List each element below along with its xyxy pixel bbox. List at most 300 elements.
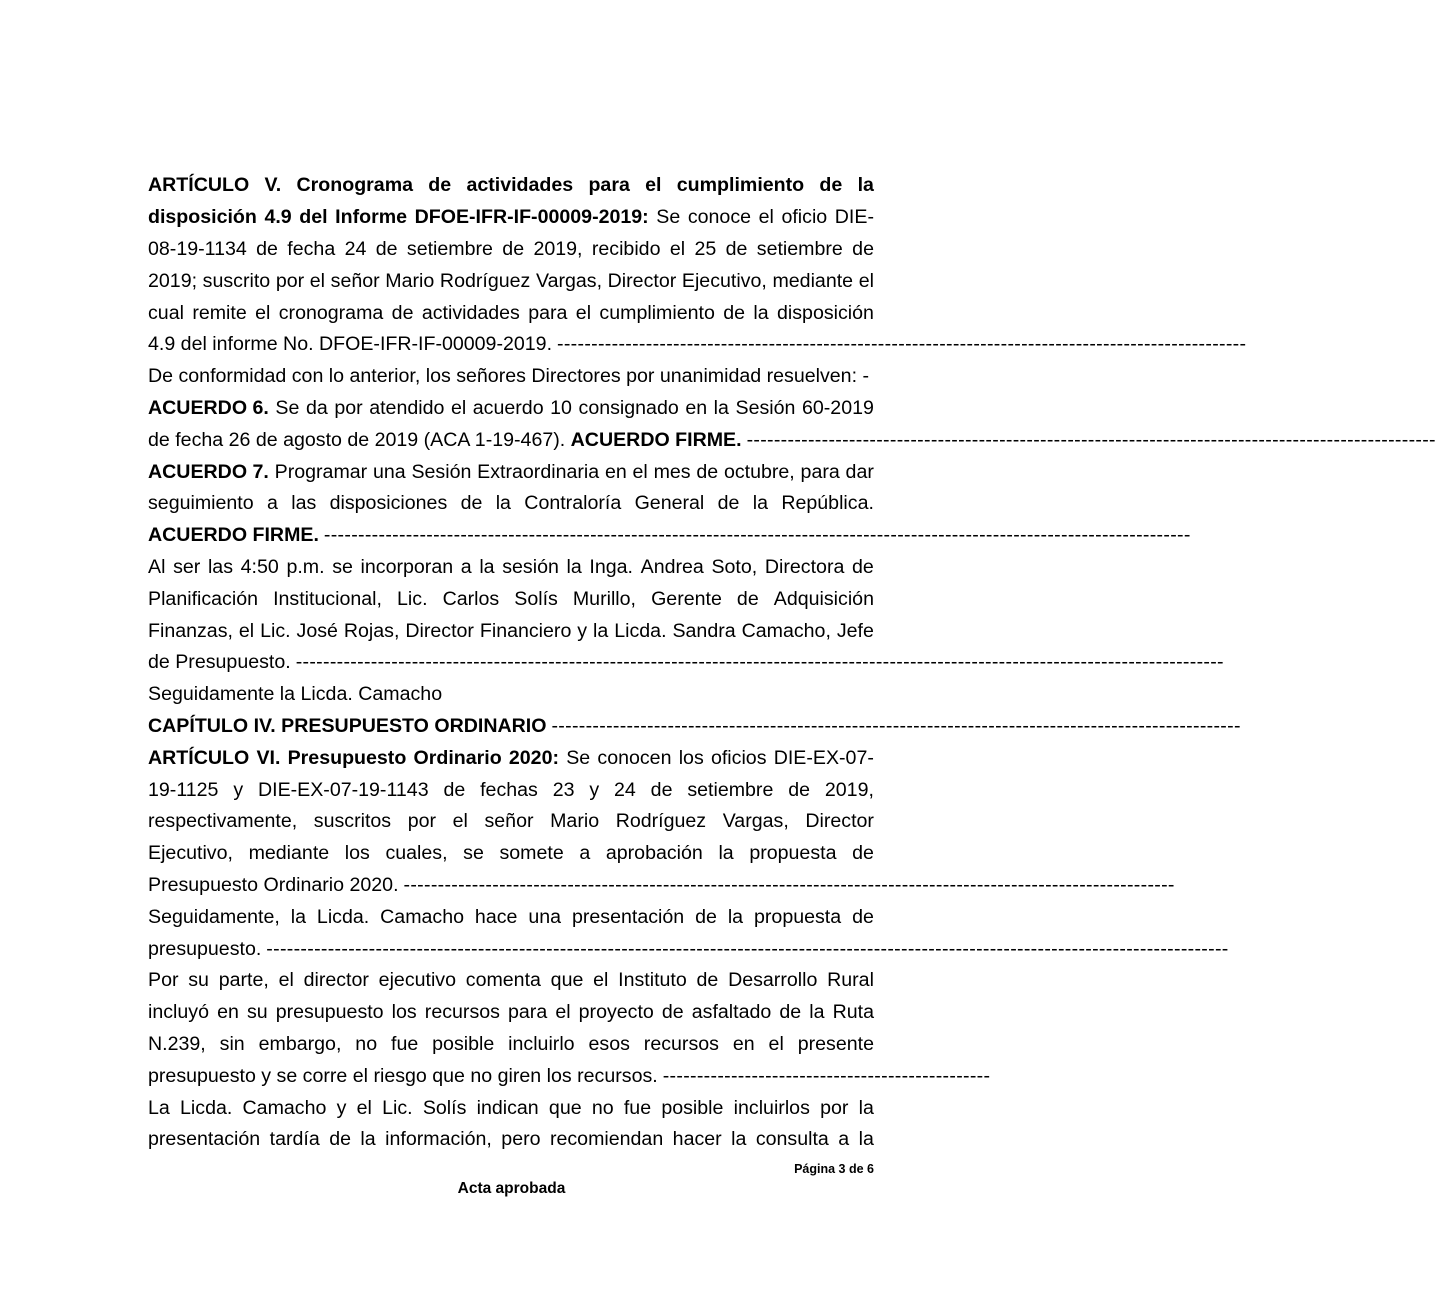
text-run: da — [305, 396, 328, 419]
text-run: 08-19-1134 — [148, 237, 247, 260]
text-line — [148, 806, 874, 838]
bold-text: CAPÍTULO IV. PRESUPUESTO ORDINARIO — [148, 714, 547, 737]
text-run: embargo, — [258, 1032, 342, 1055]
text-run: el — [758, 206, 774, 229]
text-run: de — [443, 778, 466, 801]
text-run: proyecto — [578, 1001, 654, 1024]
text-run: General — [634, 492, 705, 515]
text-run: de — [391, 301, 414, 324]
text-run: Instituto — [618, 969, 687, 992]
text-line — [148, 679, 874, 711]
text-line — [148, 424, 1436, 456]
text-run: incluirlos — [733, 1096, 810, 1119]
line-text — [148, 524, 319, 547]
text-run: aprobación — [605, 842, 703, 865]
text-line — [148, 933, 1229, 965]
text-run: señor — [330, 269, 380, 292]
text-run: Vargas, — [535, 269, 603, 292]
text-run: el — [309, 269, 326, 292]
text-run: cuales, — [385, 842, 448, 865]
page-number: Página 3 de 6 — [794, 1162, 874, 1176]
text-run: en — [604, 460, 627, 483]
text-run: de — [736, 587, 759, 610]
text-run: parte, — [218, 969, 269, 992]
text-run: para — [800, 460, 840, 483]
text-run: somete — [499, 842, 564, 865]
text-run: el — [450, 396, 467, 419]
text-run: República. — [781, 492, 874, 515]
text-run: Se — [275, 396, 300, 419]
text-run: por — [820, 1096, 849, 1119]
bold-text: ACUERDO FIRME. — [148, 524, 319, 547]
text-run: presupuesto y se corre el riesgo que no giren los recursos. — [148, 1064, 658, 1087]
bold-text: Ordinario — [413, 746, 502, 769]
text-run: el — [278, 969, 294, 992]
dash-filler: ----------------------------------------------------------------------------------------------------- — [551, 714, 1241, 737]
text-run: Finanzas, — [148, 619, 233, 642]
text-run: Jefe — [836, 619, 874, 642]
text-run: fue — [391, 1032, 419, 1055]
text-run: y — [336, 1096, 347, 1119]
text-run: la — [479, 555, 495, 578]
text-run: 2019, — [533, 237, 583, 260]
text-run: de — [696, 460, 719, 483]
text-run: Extraordinaria — [477, 460, 600, 483]
text-run: el — [669, 237, 686, 260]
text-run: de — [852, 905, 874, 928]
text-run: Mario — [550, 810, 600, 833]
text-run: Mario — [385, 269, 435, 292]
bold-text: ACUERDO FIRME. — [570, 428, 742, 451]
text-run: la — [753, 301, 769, 324]
text-run: Licda. — [614, 619, 667, 642]
text-run: no — [591, 1096, 614, 1119]
text-run: que — [550, 969, 584, 992]
text-run: Programar — [274, 460, 368, 483]
text-run: José — [296, 619, 338, 642]
text-run: oficios — [710, 746, 767, 769]
text-run: Camacho — [242, 1096, 327, 1119]
text-line — [148, 838, 874, 870]
text-run: de — [256, 237, 278, 260]
text-run: la — [731, 1128, 747, 1151]
line-text — [148, 429, 742, 452]
text-run: en — [217, 1001, 239, 1024]
text-run: el — [575, 301, 592, 324]
text-run: propuesta — [749, 842, 837, 865]
text-run: de — [725, 237, 748, 260]
bold-text: Presupuesto — [287, 746, 407, 769]
text-run: el — [452, 810, 468, 833]
text-run: por — [407, 810, 437, 833]
text-run: de — [788, 778, 811, 801]
text-line — [148, 965, 874, 997]
text-line — [148, 901, 874, 933]
text-run: esos — [588, 1032, 630, 1055]
text-run: los — [344, 842, 370, 865]
text-run: su — [188, 969, 209, 992]
text-run: Director — [405, 619, 474, 642]
text-run: el — [555, 1001, 571, 1024]
text-run: de — [329, 1128, 351, 1151]
text-run: consulta — [755, 1128, 829, 1151]
text-run: presupuesto — [275, 1001, 384, 1024]
text-run: Planificación — [148, 587, 259, 610]
text-run: de — [852, 237, 874, 260]
text-run: Murillo, — [572, 587, 637, 610]
text-run: 24 — [344, 237, 367, 260]
line-text — [148, 1065, 658, 1088]
text-line — [148, 361, 874, 393]
text-run: la — [566, 555, 582, 578]
text-run: dar — [845, 460, 874, 483]
text-run: 10 — [550, 396, 572, 419]
text-run: de — [375, 237, 398, 260]
text-run: Sesión — [735, 396, 796, 419]
text-run: la — [718, 842, 734, 865]
text-run: posible — [661, 1096, 724, 1119]
text-run: 2019, — [824, 778, 874, 801]
text-run: el — [255, 301, 271, 324]
text-run: acuerdo — [472, 396, 544, 419]
bold-text: Cronograma — [296, 174, 414, 197]
text-run: su — [246, 1001, 268, 1024]
text-run: pero — [501, 1128, 541, 1151]
text-run: una — [528, 905, 562, 928]
text-run: Solís — [514, 587, 558, 610]
text-run: presentación — [148, 1128, 261, 1151]
text-run: Se — [566, 746, 591, 769]
text-run: Desarrollo — [728, 969, 818, 992]
text-run: Presupuesto Ordinario 2020. — [148, 873, 399, 896]
text-run: posible — [432, 1032, 495, 1055]
text-run: octubre, — [723, 460, 795, 483]
text-run: ejecutivo — [378, 969, 457, 992]
line-text — [148, 938, 261, 961]
dash-filler: ------------------------------------------------------------------------------------------------------------------------------- — [323, 524, 1191, 547]
text-run: asfaltado — [691, 1001, 772, 1024]
text-run: cumplimiento — [599, 301, 715, 324]
text-run: Financiero — [479, 619, 572, 642]
text-run: Licda. — [316, 905, 370, 928]
text-line — [148, 583, 874, 615]
bold-text: disposición — [148, 206, 257, 229]
text-line — [148, 170, 874, 202]
text-run: 4.9 del informe No. DFOE-IFR-IF-00009-2019. — [148, 333, 553, 356]
text-run: 60-2019 — [801, 396, 874, 419]
text-run: atendido — [369, 396, 445, 419]
text-run: presente — [797, 1032, 874, 1055]
text-run: de — [852, 842, 874, 865]
text-run: propuesta — [754, 905, 842, 928]
text-run: 24 — [614, 778, 636, 801]
text-run: Ruta — [832, 1001, 874, 1024]
text-run: Rodríguez — [615, 810, 707, 833]
text-run: se — [332, 555, 353, 578]
text-run: cual — [148, 301, 184, 324]
text-line — [148, 552, 874, 584]
text-run: 25 — [694, 237, 717, 260]
text-run: tardía — [269, 1128, 320, 1151]
text-run: recomiendan — [549, 1128, 664, 1151]
dash-filler: ----------------------------------------------------------------------------------------------------------------- — [403, 873, 1175, 896]
text-run: Ejecutivo, — [681, 269, 767, 292]
text-run: recibido — [591, 237, 661, 260]
text-run: recursos — [643, 1032, 719, 1055]
text-run: mes — [653, 460, 691, 483]
bold-text: ARTÍCULO — [148, 174, 250, 197]
bold-text: 2020: — [508, 746, 560, 769]
text-run: el — [858, 269, 874, 292]
text-run: 19-1125 — [148, 778, 219, 801]
text-run: Solís — [422, 1096, 467, 1119]
text-run: la — [713, 396, 729, 419]
line-text — [148, 651, 291, 674]
text-run: Camacho — [380, 905, 464, 928]
text-run: por — [275, 269, 305, 292]
bold-text: el — [645, 174, 662, 197]
text-run: Al — [148, 555, 166, 578]
text-run: Lic. — [397, 587, 428, 610]
text-run: recursos — [424, 1001, 500, 1024]
bold-text: para — [588, 174, 630, 197]
text-run: conocen — [597, 746, 672, 769]
text-run: Por — [148, 969, 179, 992]
text-run: de — [502, 237, 525, 260]
line-text — [148, 333, 552, 356]
text-run: Vargas, — [722, 810, 789, 833]
line-text — [148, 874, 399, 897]
text-run: Carlos — [442, 587, 500, 610]
text-run: Lic. — [382, 1096, 413, 1119]
text-run: la — [809, 1001, 825, 1024]
text-run: Sesión — [411, 460, 472, 483]
text-run: de — [717, 492, 740, 515]
text-line — [148, 265, 874, 297]
text-run: en — [685, 396, 708, 419]
text-line — [148, 329, 1247, 361]
document-body — [148, 170, 1436, 1156]
text-run: se — [463, 842, 484, 865]
text-run: de — [661, 1001, 684, 1024]
text-run: por — [334, 396, 363, 419]
text-run: incluirlo — [508, 1032, 575, 1055]
text-line — [148, 1029, 874, 1061]
text-line — [148, 997, 874, 1029]
text-line — [148, 520, 1191, 552]
text-run: señor — [484, 810, 534, 833]
text-run: Contraloría — [524, 492, 622, 515]
text-run: disposiciones — [329, 492, 448, 515]
text-run: hace — [474, 905, 518, 928]
line-text — [148, 715, 546, 738]
text-run: el — [768, 1032, 784, 1055]
text-run: Institucional, — [273, 587, 382, 610]
text-line — [148, 234, 874, 266]
text-run: indican — [476, 1096, 539, 1119]
text-run: la — [752, 492, 768, 515]
text-run: de — [723, 301, 746, 324]
text-run: DIE-EX-07- — [773, 746, 874, 769]
text-run: Directora — [764, 555, 845, 578]
text-run: las — [207, 555, 234, 578]
text-run: fue — [623, 1096, 652, 1119]
text-run: incorporan — [360, 555, 454, 578]
text-run: conoce — [687, 206, 752, 229]
text-line — [148, 1060, 991, 1092]
text-run: el — [593, 969, 609, 992]
text-run: incluyó — [148, 1001, 209, 1024]
text-run: una — [372, 460, 406, 483]
text-run: Sandra — [672, 619, 736, 642]
text-run: mediante — [772, 269, 854, 292]
dash-filler: ---------------------------------------------------------------------------------------------------------------------------------------- — [295, 651, 1224, 674]
bold-text: DFOE-IFR-IF-00009-2019: — [414, 206, 649, 229]
text-run: a — [838, 1128, 850, 1151]
bold-text: la — [857, 174, 874, 197]
text-run: de fecha 26 de agosto de 2019 (ACA 1-19-467). — [148, 428, 571, 451]
text-run: de — [695, 905, 717, 928]
text-run: para — [528, 301, 568, 324]
text-run: que — [548, 1096, 582, 1119]
text-run: el — [238, 619, 255, 642]
text-run: 23 — [552, 778, 575, 801]
text-run: actividades — [421, 301, 520, 324]
bold-text: del — [299, 206, 328, 229]
text-run: fecha — [287, 237, 336, 260]
text-run: la — [858, 1096, 874, 1119]
bold-text: cumplimiento — [676, 174, 805, 197]
text-run: 2019; — [148, 269, 198, 292]
text-run: Rojas, — [343, 619, 400, 642]
text-run: los — [678, 746, 704, 769]
text-run: Lic. — [260, 619, 291, 642]
text-line — [148, 711, 1241, 743]
text-run: presentación — [571, 905, 685, 928]
text-run: DIE-EX-07-19-1143 — [257, 778, 429, 801]
text-run: las — [291, 492, 317, 515]
text-line — [148, 488, 874, 520]
text-run: Director — [607, 269, 677, 292]
bold-text: Informe — [335, 206, 408, 229]
text-run: de — [460, 492, 483, 515]
bold-text: actividades — [466, 174, 574, 197]
dash-filler: ------------------------------------------------ — [662, 1064, 991, 1087]
bold-text: 4.9 — [264, 206, 292, 229]
text-run: suscrito — [202, 269, 271, 292]
text-line — [148, 456, 874, 488]
text-run: para — [508, 1001, 548, 1024]
text-run: consignado — [578, 396, 679, 419]
text-run: remite — [192, 301, 247, 324]
text-run: la — [858, 1128, 874, 1151]
text-line — [148, 615, 874, 647]
text-run: Gerente — [651, 587, 722, 610]
text-run: N.239, — [148, 1032, 206, 1055]
text-run: el — [356, 1096, 372, 1119]
text-run: seguimiento — [148, 492, 254, 515]
text-run: DIE- — [834, 206, 874, 229]
bold-text: VI. — [256, 746, 281, 769]
text-run: sin — [219, 1032, 245, 1055]
text-run: de — [650, 778, 673, 801]
bold-text: de — [428, 174, 452, 197]
text-run: respectivamente, — [148, 810, 298, 833]
text-run: 4:50 — [240, 555, 279, 578]
text-run: fechas — [480, 778, 538, 801]
text-line — [148, 1124, 874, 1156]
text-run: presupuesto. — [148, 937, 262, 960]
bold-text: de — [819, 174, 843, 197]
bold-text: ARTÍCULO — [148, 746, 250, 769]
text-run: Inga. — [589, 555, 633, 578]
dash-filler: ----------------------------------------------------------------------------------------------------- — [746, 428, 1436, 451]
text-run: Rural — [827, 969, 874, 992]
text-run: el — [632, 460, 648, 483]
text-run: setiembre — [406, 237, 493, 260]
text-run: De conformidad con lo anterior, los señores Directores por unanimidad resuelven: - — [148, 365, 869, 388]
text-line — [148, 870, 1175, 902]
text-run: Adquisición — [773, 587, 874, 610]
text-run: La — [148, 1096, 170, 1119]
text-line — [148, 647, 1224, 679]
text-run: la — [360, 1128, 376, 1151]
dash-filler: --------------------------------------------------------------------------------------------------------------------------------------------- — [266, 937, 1229, 960]
dash-filler: ----------------------------------------------------------------------------------------------------- — [557, 333, 1247, 356]
text-run: información, — [385, 1128, 492, 1151]
text-run: Seguidamente la Licda. Camacho — [148, 683, 443, 706]
text-run: Director — [805, 810, 874, 833]
text-run: Ejecutivo, — [148, 842, 233, 865]
text-line — [148, 774, 874, 806]
text-run: de — [852, 555, 874, 578]
text-run: y — [589, 778, 600, 801]
text-run: de Presupuesto. — [148, 651, 291, 674]
text-run: Se — [656, 206, 681, 229]
text-run: Camacho, — [741, 619, 831, 642]
text-line — [148, 1092, 874, 1124]
text-run: hacer — [672, 1128, 722, 1151]
text-run: cronograma — [278, 301, 384, 324]
text-run: no — [355, 1032, 378, 1055]
bold-text: ACUERDO 6. — [148, 396, 269, 419]
text-run: Licda. — [180, 1096, 233, 1119]
text-line — [148, 297, 874, 329]
text-line — [148, 393, 874, 425]
text-run: la — [727, 905, 744, 928]
text-line — [148, 742, 874, 774]
text-run: en — [732, 1032, 755, 1055]
text-run: a — [579, 842, 591, 865]
text-run: setiembre — [756, 237, 843, 260]
text-run: Andrea — [640, 555, 704, 578]
bold-text: V. — [264, 174, 282, 197]
text-run: y — [577, 619, 588, 642]
text-run: la — [495, 492, 511, 515]
text-run: de — [696, 969, 719, 992]
text-run: suscritos — [313, 810, 392, 833]
text-run: a — [266, 492, 278, 515]
text-run: comenta — [465, 969, 541, 992]
text-line — [148, 202, 874, 234]
text-run: sesión — [502, 555, 559, 578]
text-run: mediante — [248, 842, 330, 865]
text-run: la — [593, 619, 609, 642]
text-run: p.m. — [286, 555, 325, 578]
text-run: oficio — [781, 206, 828, 229]
bold-text: ACUERDO 7. — [148, 460, 269, 483]
text-run: ser — [173, 555, 201, 578]
